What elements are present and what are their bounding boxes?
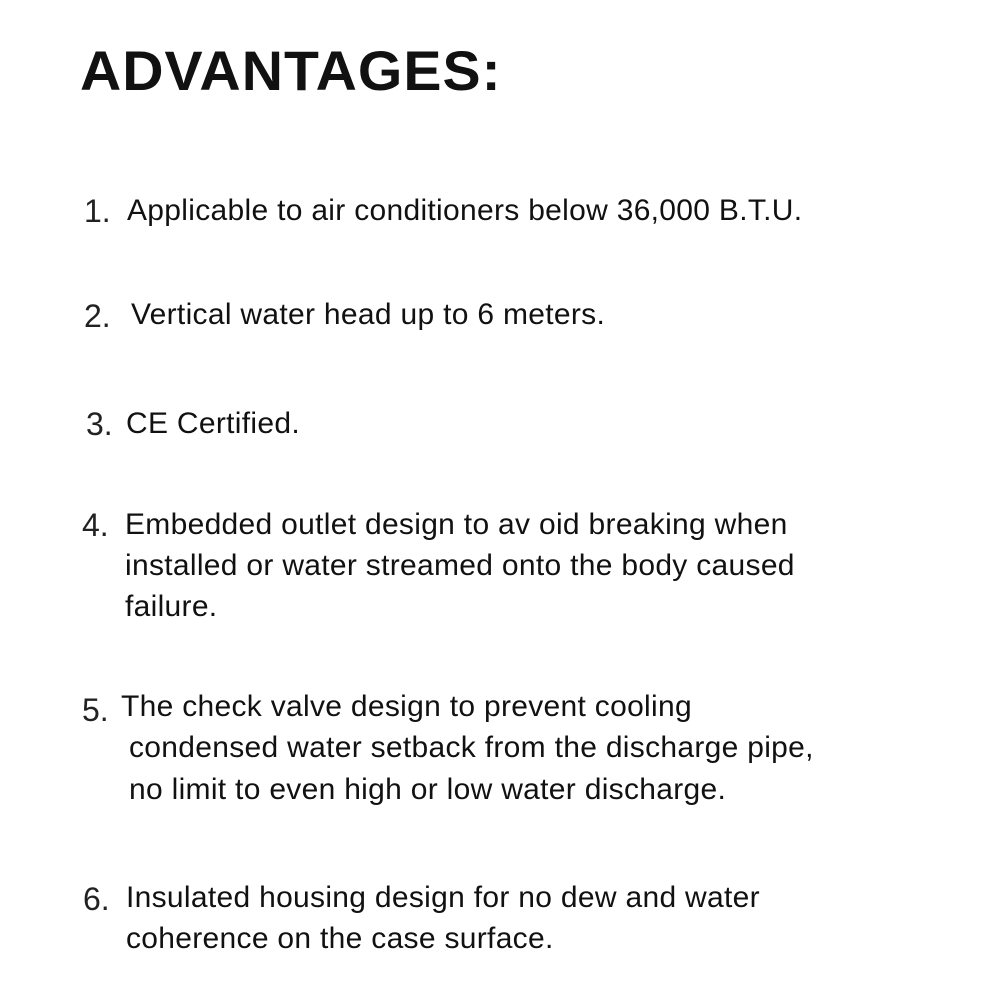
item-number: 6. [83,881,110,917]
item-number: 1. [84,193,111,229]
item-number: 2. [84,298,111,334]
item-text-line: installed or water streamed onto the body caused [125,549,795,582]
item-text-line: Embedded outlet design to av oid breaking when [125,508,788,541]
item-text-line: Applicable to air conditioners below 36,000 B.T.U. [127,194,803,227]
page-title: ADVANTAGES: [80,39,502,102]
item-text-line: The check valve design to prevent cooling [121,690,692,723]
item-text-line: CE Certified. [126,407,300,440]
item-text-line: Vertical water head up to 6 meters. [131,298,606,331]
item-text-line: condensed water setback from the discharge pipe, [129,731,814,764]
item-text-line: no limit to even high or low water discharge. [129,773,727,806]
item-text-line: failure. [125,590,218,623]
item-text-line: Insulated housing design for no dew and water [126,881,760,914]
item-number: 5. [82,692,109,728]
item-number: 4. [82,507,109,543]
item-text-line: coherence on the case surface. [126,922,554,955]
item-number: 3. [86,406,113,442]
